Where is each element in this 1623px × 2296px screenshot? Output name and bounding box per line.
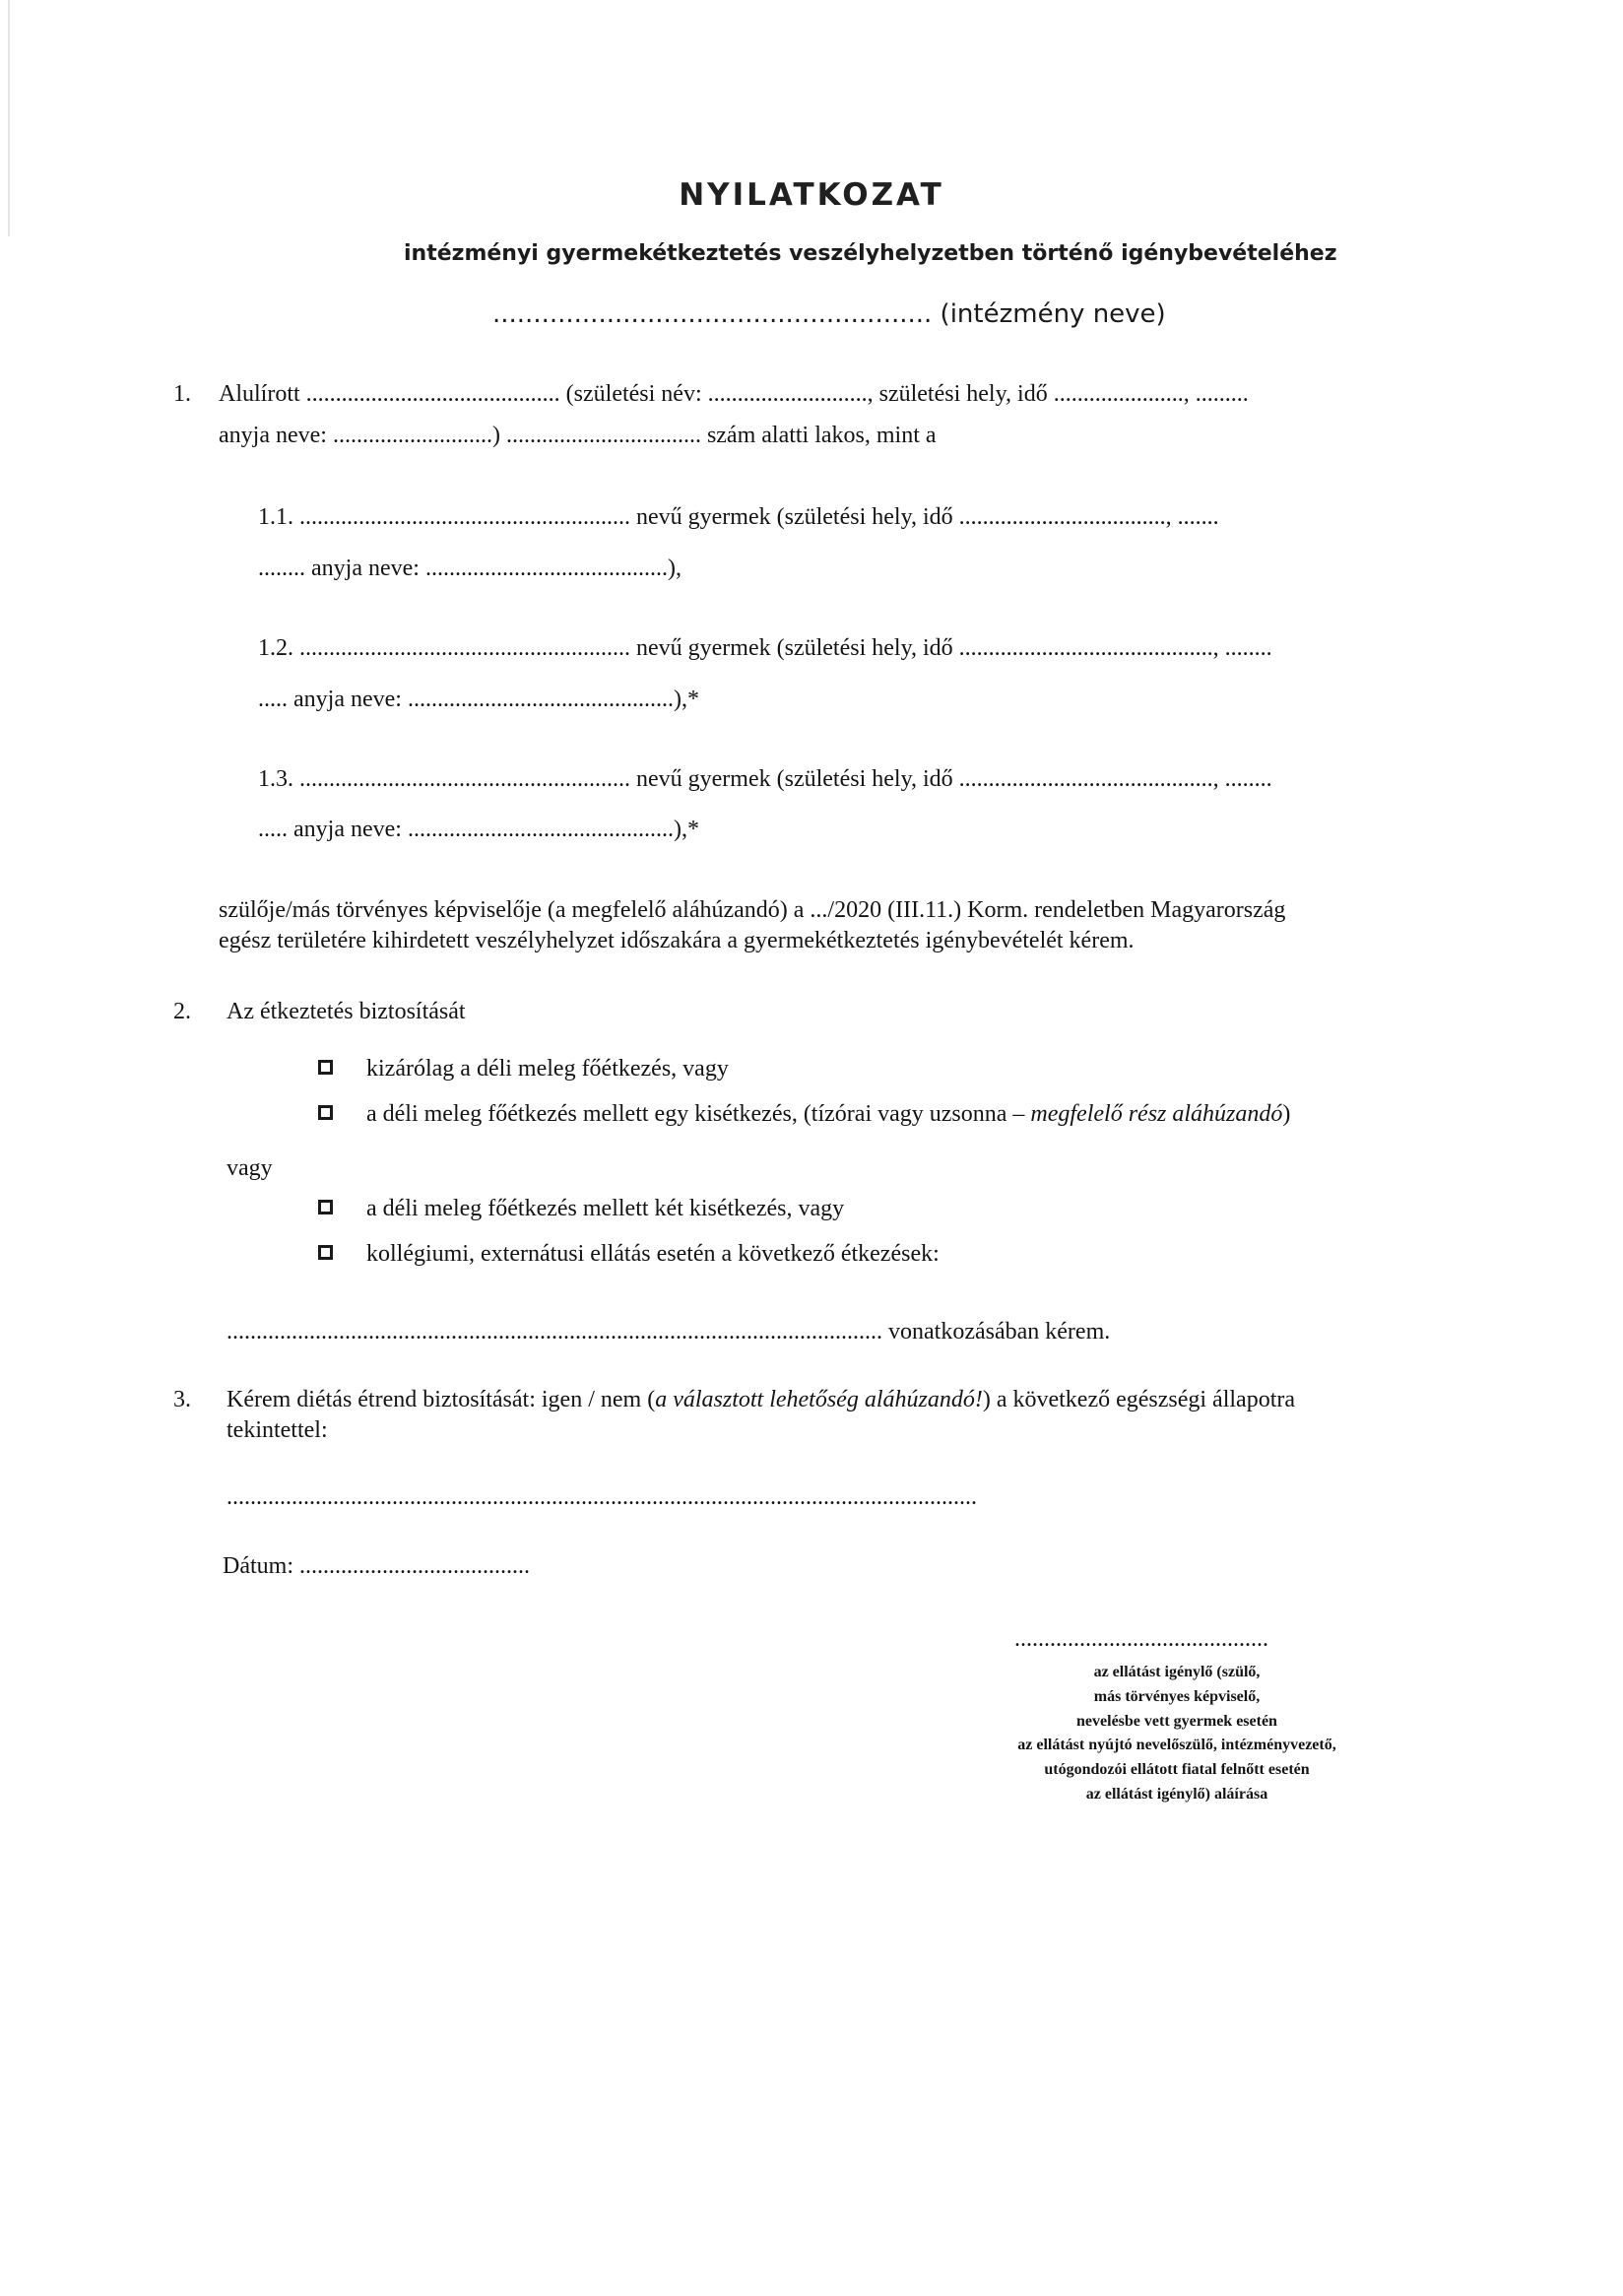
section-3-number: 3.	[173, 1387, 191, 1412]
checkbox-dormitory-meals[interactable]	[318, 1245, 333, 1260]
section-1-number: 1.	[173, 381, 191, 407]
meal-section-heading: Az étkeztetés biztosítását	[227, 999, 466, 1024]
diet-request-line	[227, 1388, 1295, 1411]
checkbox-lunch-plus-two-snacks[interactable]	[318, 1200, 333, 1214]
diet-request-line-2: tekintettel:	[227, 1417, 328, 1443]
signature-line[interactable]: ...........................................	[1014, 1626, 1268, 1652]
option-lunch-plus-two-snacks-label: a déli meleg főétkezés mellett két kisétkezés, vagy	[366, 1196, 845, 1221]
signature-caption-line: utógondozói ellátott fiatal felnőtt esetén	[1044, 1761, 1310, 1779]
meal-details-field[interactable]: ............................................................................................................... vonatkozásában kérem.	[227, 1319, 1111, 1345]
signature-caption	[945, 1661, 1408, 1807]
signature-caption-line: az ellátást igénylő) aláírása	[1085, 1785, 1268, 1803]
child-3-mother-line[interactable]: ..... anyja neve: .............................................),*	[258, 817, 699, 842]
diet-request-text-a: Kérem diétás étrend biztosítását: igen / nem (	[227, 1387, 656, 1412]
option-lunch-only-label: kizárólag a déli meleg főétkezés, vagy	[366, 1056, 729, 1082]
checkbox-lunch-plus-one-snack[interactable]	[318, 1105, 333, 1120]
request-statement-line-1: szülője/más törvényes képviselője (a megfelelő aláhúzandó) a .../2020 (III.11.) Korm. rendeletben Magyarország	[219, 897, 1286, 923]
or-separator: vagy	[227, 1155, 273, 1181]
signature-caption-line: az ellátást nyújtó nevelőszülő, intézményvezető,	[1017, 1737, 1336, 1754]
child-1-line[interactable]: 1.1. ........................................................ nevű gyermek (születési hely, idő ..................................., .......	[258, 504, 1219, 530]
health-condition-field[interactable]: ...............................................................................................................................	[227, 1484, 977, 1510]
child-3-line[interactable]: 1.3. ........................................................ nevű gyermek (születési hely, idő ..........................................., ........	[258, 766, 1272, 792]
child-2-line[interactable]: 1.2. ........................................................ nevű gyermek (születési hely, idő ..........................................., ........	[258, 635, 1272, 661]
checkbox-lunch-only[interactable]	[318, 1060, 333, 1075]
option-lunch-plus-one-snack-label	[366, 1102, 1290, 1126]
child-2-mother-line[interactable]: ..... anyja neve: .............................................),*	[258, 687, 699, 712]
institution-name-field[interactable]: ...................................................... (intézmény neve)	[492, 299, 1166, 329]
option-close-paren: )	[1282, 1101, 1291, 1127]
date-field[interactable]: Dátum: .......................................	[223, 1553, 530, 1579]
diet-request-text-b: ) a következő egészségi állapotra	[982, 1387, 1296, 1412]
applicant-line[interactable]: Alulírott ........................................... (születési név: ..........................., születési hely, idő ......................, .........	[219, 381, 1249, 407]
section-2-number: 2.	[173, 999, 191, 1024]
child-1-mother-line[interactable]: ........ anyja neve: .........................................),	[258, 556, 682, 581]
request-statement-line-2: egész területére kihirdetett veszélyhelyzet időszakára a gyermekétkeztetés igénybevételét kérem.	[219, 928, 1135, 953]
signature-caption-line: nevelésbe vett gyermek esetén	[1076, 1712, 1277, 1730]
diet-request-italic: a választott lehetőség aláhúzandó!	[655, 1387, 983, 1412]
applicant-mother-line[interactable]: anyja neve: ...........................) ................................. szám alatti lakos, mint a	[219, 423, 937, 448]
document-title: NYILATKOZAT	[679, 177, 944, 213]
option-underline-note: megfelelő rész aláhúzandó	[1030, 1101, 1283, 1127]
option-lunch-plus-one-snack-text: a déli meleg főétkezés mellett egy kisétkezés, (tízórai vagy uzsonna –	[366, 1101, 1031, 1127]
option-dormitory-meals-label: kollégiumi, externátusi ellátás esetén a következő étkezések:	[366, 1241, 940, 1267]
document-subtitle: intézményi gyermekétkeztetés veszélyhelyzetben történő igénybevételéhez	[404, 241, 1337, 266]
signature-caption-line: más törvényes képviselő,	[1093, 1687, 1261, 1705]
signature-caption-line: az ellátást igénylő (szülő,	[1093, 1664, 1261, 1680]
